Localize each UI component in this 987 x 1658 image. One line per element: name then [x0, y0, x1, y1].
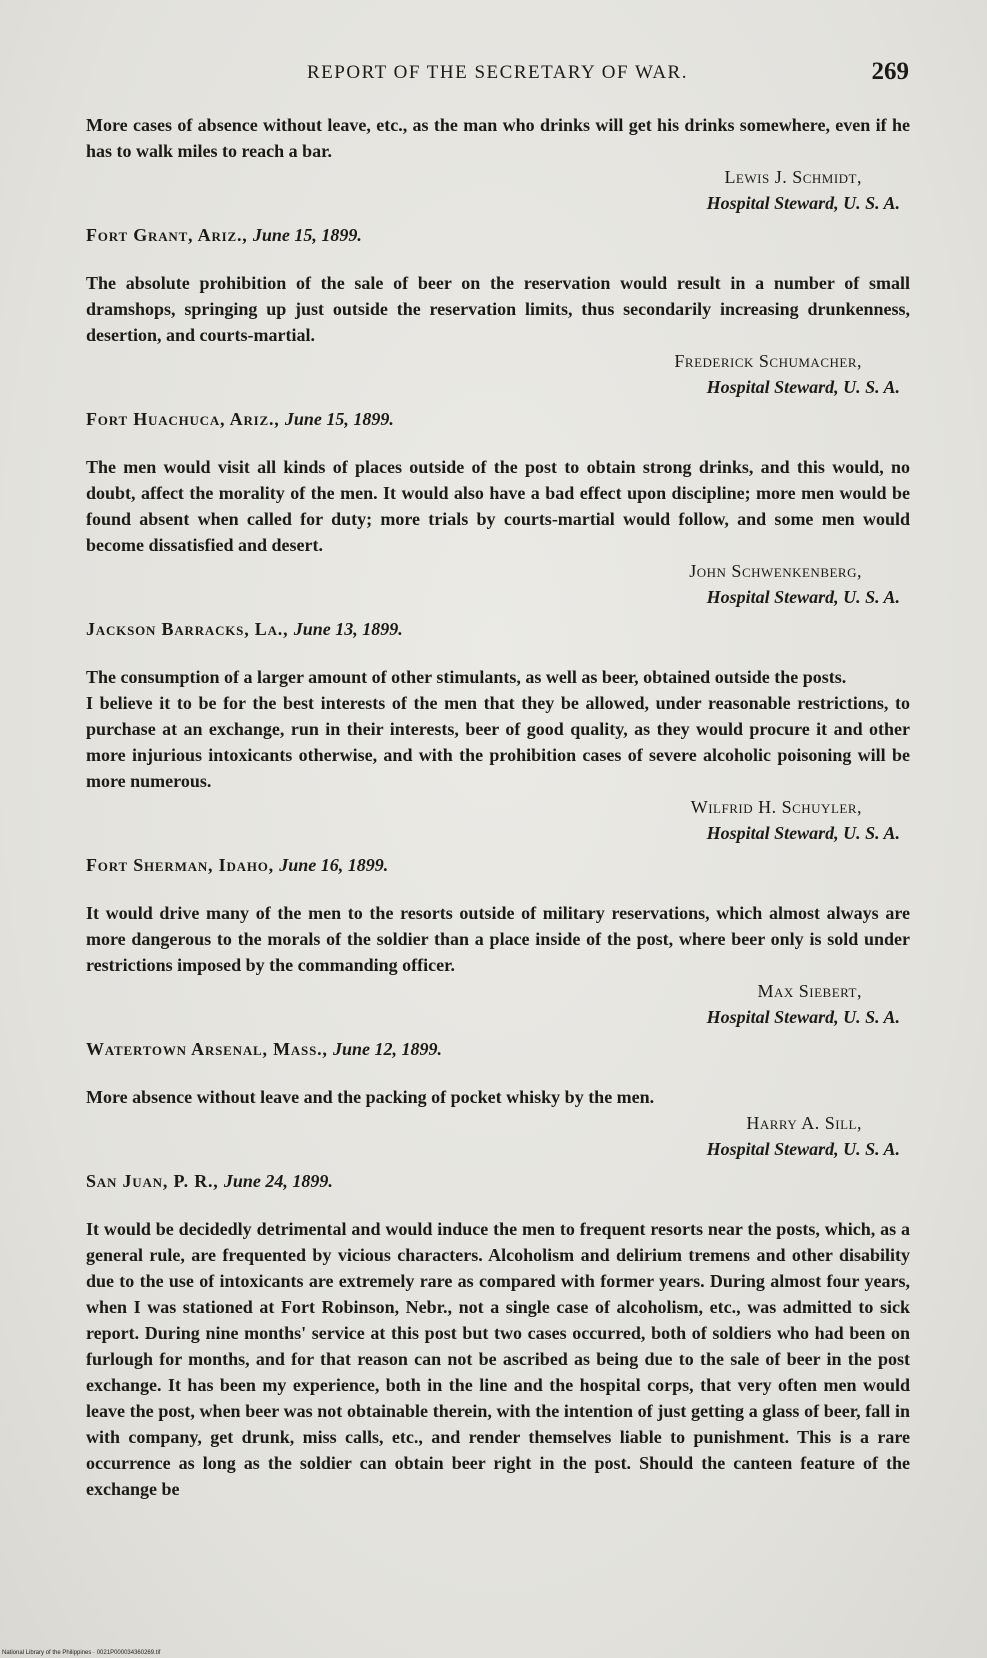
- signatory-name: Harry A. Sill,: [746, 1113, 862, 1133]
- body-paragraph: More absence without leave and the packing of pocket whisky by the men.: [86, 1087, 655, 1107]
- body-paragraph: The absolute prohibition of the sale of beer on the reservation would result in a number of small dramshops, springing up just outside the reservation limits, thus secondarily increasing drunkenness, desertion, and courts-martial.: [86, 273, 910, 345]
- dateline-place: Fort Sherman, Idaho,: [86, 855, 274, 875]
- signatory-name: Max Siebert,: [757, 981, 862, 1001]
- dateline-place: Watertown Arsenal, Mass.,: [86, 1039, 328, 1059]
- letter-section: [86, 1036, 910, 1162]
- signatory-name: Frederick Schumacher,: [674, 351, 862, 371]
- signatory-name: Lewis J. Schmidt,: [724, 167, 862, 187]
- dateline: [86, 852, 910, 878]
- signature-block: [86, 978, 910, 1030]
- letter-section: [86, 406, 910, 610]
- dateline-place: Fort Grant, Ariz.,: [86, 225, 248, 245]
- signatory-name: Wilfrid H. Schuyler,: [690, 797, 862, 817]
- body-paragraph: The men would visit all kinds of places outside of the post to obtain strong drinks, and this would, no doubt, affect the morality of the men. It would also have a bad effect upon discipline; more men would be found absent when called for duty; more trials by courts-martial would follow, and some men would become dissatisfied and desert.: [86, 457, 910, 555]
- signatory-title: Hospital Steward, U. S. A.: [706, 823, 900, 843]
- dateline-date: June 15, 1899.: [284, 409, 394, 429]
- dateline: [86, 1036, 910, 1062]
- body-paragraph: The consumption of a larger amount of other stimulants, as well as beer, obtained outside the posts.: [86, 667, 847, 687]
- signatory-title: Hospital Steward, U. S. A.: [706, 587, 900, 607]
- signature-block: [86, 558, 910, 610]
- dateline-date: June 12, 1899.: [333, 1039, 443, 1059]
- signatory-title: Hospital Steward, U. S. A.: [706, 1007, 900, 1027]
- page-number: 269: [871, 58, 909, 85]
- page-header: [86, 58, 909, 92]
- dateline: [86, 1168, 910, 1194]
- dateline: [86, 616, 910, 642]
- body-paragraph: I believe it to be for the best interests of the men that they be allowed, under reasonable restrictions, to purchase at an exchange, run in their interests, beer of good quality, as they would procure it and other more injurious intoxicants otherwise, and with the prohibition cases of severe alcoholic poisoning will be more numerous.: [86, 693, 910, 791]
- dateline: [86, 406, 910, 432]
- letter-section: [86, 616, 910, 846]
- dateline-place: Jackson Barracks, La.,: [86, 619, 289, 639]
- dateline-date: June 16, 1899.: [279, 855, 389, 875]
- dateline: [86, 222, 910, 248]
- running-head: REPORT OF THE SECRETARY OF WAR.: [307, 62, 688, 83]
- letter-section: [86, 1168, 910, 1502]
- letter-section: [86, 222, 910, 400]
- body-paragraph: It would be decidedly detrimental and would induce the men to frequent resorts near the posts, which, as a general rule, are frequented by vicious characters. Alcoholism and delirium tremens and other disability due to the use of intoxicants are extremely rare as compared with former years. During almost four years, when I was stationed at Fort Robinson, Nebr., not a single case of alcoholism, etc., was admitted to sick report. During nine months' service at this post but two cases occurred, both of soldiers who had been on furlough for months, and for that reason can not be ascribed as being due to the sale of beer in the post exchange. It has been my experience, both in the line and the hospital corps, that very often men would leave the post, when beer was not obtainable therein, with the intention of just getting a glass of beer, fall in with company, get drunk, miss calls, etc., and render themselves liable to punishment. This is a rare occurrence as long as the soldier can obtain beer right in the post. Should the canteen feature of the exchange be: [86, 1219, 910, 1499]
- scan-footer-stamp: National Library of the Philippines · 0021P000034360269.tif: [2, 1650, 161, 1656]
- signatory-title: Hospital Steward, U. S. A.: [706, 1139, 900, 1159]
- signatory-title: Hospital Steward, U. S. A.: [706, 193, 900, 213]
- signatory-name: John Schwenkenberg,: [689, 561, 862, 581]
- dateline-place: San Juan, P. R.,: [86, 1171, 219, 1191]
- signature-block: [86, 348, 910, 400]
- signature-block: [86, 794, 910, 846]
- body-paragraph: It would drive many of the men to the resorts outside of military reservations, which almost always are more dangerous to the morals of the soldier than a place inside of the post, where beer only is sold under restrictions imposed by the commanding officer.: [86, 903, 910, 975]
- letter-section: [86, 112, 910, 216]
- page-body: [86, 112, 910, 1502]
- signatory-title: Hospital Steward, U. S. A.: [706, 377, 900, 397]
- signature-block: [86, 1110, 910, 1162]
- dateline-date: June 24, 1899.: [223, 1171, 333, 1191]
- dateline-place: Fort Huachuca, Ariz.,: [86, 409, 280, 429]
- body-paragraph: More cases of absence without leave, etc., as the man who drinks will get his drinks somewhere, even if he has to walk miles to reach a bar.: [86, 115, 910, 161]
- letter-section: [86, 852, 910, 1030]
- signature-block: [86, 164, 910, 216]
- dateline-date: June 15, 1899.: [252, 225, 362, 245]
- dateline-date: June 13, 1899.: [293, 619, 403, 639]
